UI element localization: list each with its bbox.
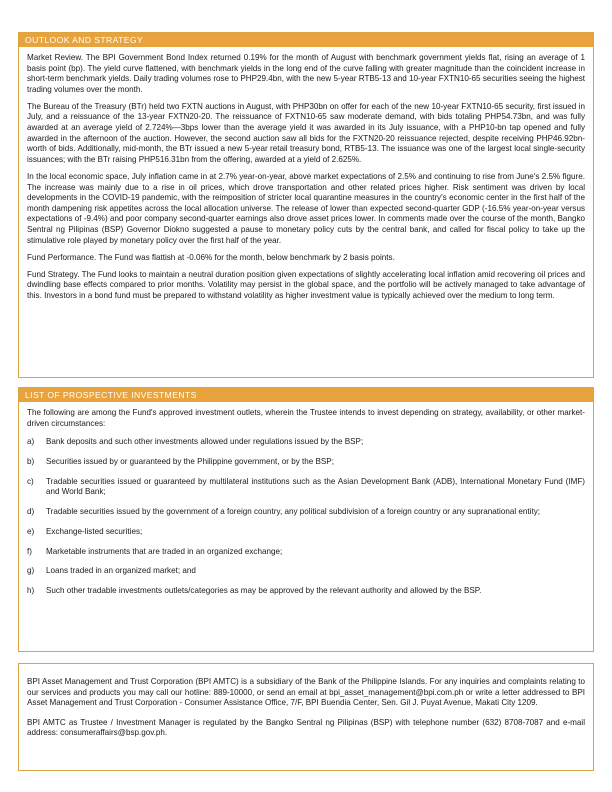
list-item-text: Tradable securities issued by the government of a foreign country, any political subdivision of a foreign country or any supranational entity; [46,507,540,517]
investments-header: LIST OF PROSPECTIVE INVESTMENTS [19,388,593,402]
list-item-letter: c) [27,476,34,486]
disclosure-box [18,663,594,771]
fund-strategy-paragraph: Fund Strategy. The Fund looks to maintain a neutral duration position given expectations of slightly accelerating local inflation amid recovering oil prices and dwindling base effects compared to prior months. Volatility may persist in the global space, and the portfolio will be actively managed to take advantage of this. Investors in a bond fund must be prepared to withstand volatility as higher investment value is typically achieved over the medium to long term. [27,269,585,300]
list-item [27,457,585,468]
list-item [27,586,585,597]
list-item [27,477,585,498]
list-item-letter: d) [27,507,35,517]
outlook-body [19,47,593,301]
list-item [27,507,585,518]
list-item-text: Bank deposits and such other investments allowed under regulations issued by the BSP; [46,437,364,447]
list-item-letter: h) [27,586,35,596]
outlook-section [18,32,594,378]
list-item-letter: f) [27,546,32,556]
list-item [27,566,585,577]
btr-auctions-paragraph: The Bureau of the Treasury (BTr) held two FXTN auctions in August, with PHP30bn on offer for each of the new 10-year FXTN10-65 security, first issued in July, and a reissuance of the 13-year FXTN20-20. The reissuance of FXTN10-65 saw moderate demand, with bids totaling PHP54.73bn, and was fully awarded at an average yield of 2.724%—3bps lower than the average yield it was awarded in its July issuance, with a PHP10-bn tap opened and fully awarded in the afternoon of the auction. However, the second auction saw all bids for the FXTN20-20 reissuance rejected, despite receiving PHP46.92bn-worth of bids. Additionally, mid-month, the BTr issued a new 5-year retail treasury bond, RTB5-13. The issuance was one of the largest local single-security issuances; with the BTr raising PHP516.31bn from the offering, awarded at a yield of 2.625%. [27,101,585,164]
list-item-letter: a) [27,437,35,447]
fund-performance-paragraph: Fund Performance. The Fund was flattish at -0.06% for the month, below benchmark by 2 basis points. [27,252,395,262]
list-item [27,547,585,558]
outlook-header: OUTLOOK AND STRATEGY [19,33,593,47]
bsp-regulation-paragraph: BPI AMTC as Trustee / Investment Manager is regulated by the Bangko Sentral ng Pilipinas (BSP) with telephone number (632) 8708-7087 and e-mail address: consumeraffairs@bsp.gov.ph. [27,717,585,738]
list-item-text: Exchange-listed securities; [46,526,143,536]
bpi-amtc-contact-paragraph: BPI Asset Management and Trust Corporation (BPI AMTC) is a subsidiary of the Bank of the Philippine Islands. For any inquiries and complaints relating to our services and products you may call our hotline: 889-10000, or send an email at bpi_asset_management@bpi.com.ph or write a letter addressed to BPI Asset Management and Trust Corporation - Consumer Assistance Office, 7/F, BPI Buendia Center, Sen. Gil J. Puyat Avenue, Makati City 1209. [27,677,585,708]
market-review-paragraph: Market Review. The BPI Government Bond Index returned 0.19% for the month of August with benchmark government yields flat, rising an average of 1 basis point (bp). The yield curve flattened, with benchmark yields in the long end of the curve falling with greater magnitude than the coincident increase in short-term benchmark yields. Daily trading volumes rose to PHP29.4bn, with the new 5-year RTB5-13 and 10-year FXTN10-65 securities seeing the highest trading volumes over the month. [27,53,585,94]
economic-space-paragraph: In the local economic space, July inflation came in at 2.7% year-on-year, above market expectations of 2.5% and continuing to rise from June's 2.5% figure. The increase was mainly due to a rise in oil prices, which drove transportation and other related prices higher. Risk sentiment was driven by local developments in the COVID-19 pandemic, with the reimposition of stricter local quarantine measures in the country's economic center in the first half of the month dampening risk appetites across the local allocation universe. The release of lower than expected second-quarter GDP (-16.5% year-on-year versus expectations of -9.4%) and poor company second-quarter earnings also drove asset prices lower. In comments made over the course of the month, Bangko Sentral ng Pilipinas (BSP) Governor Diokno suggested a pause to monetary policy cuts by the central bank, and called for fiscal policy to take up the stimulative role played by monetary policy over the first half of the year. [27,171,585,245]
investments-intro: The following are among the Fund's approved investment outlets, wherein the Trustee intends to invest depending on strategy, availability, or other market-driven circumstances: [27,408,585,428]
list-item [27,437,585,448]
list-item-letter: b) [27,456,35,466]
list-item-letter: g) [27,566,35,576]
investments-section [18,387,594,652]
list-item-letter: e) [27,526,35,536]
list-item-text: Such other tradable investments outlets/categories as may be approved by the relevant authority and allowed by the BSP. [46,586,482,596]
list-item-text: Tradable securities issued or guaranteed by multilateral institutions such as the Asian Development Bank (ADB), International Monetary Fund (IMF) and World Bank; [46,476,585,497]
investments-body [19,402,593,597]
list-item-text: Loans traded in an organized market; and [46,566,196,576]
list-item-text: Securities issued by or guaranteed by the Philippine government, or by the BSP; [46,456,334,466]
list-item [27,527,585,538]
list-item-text: Marketable instruments that are traded in an organized exchange; [46,546,283,556]
investments-list [27,437,585,597]
